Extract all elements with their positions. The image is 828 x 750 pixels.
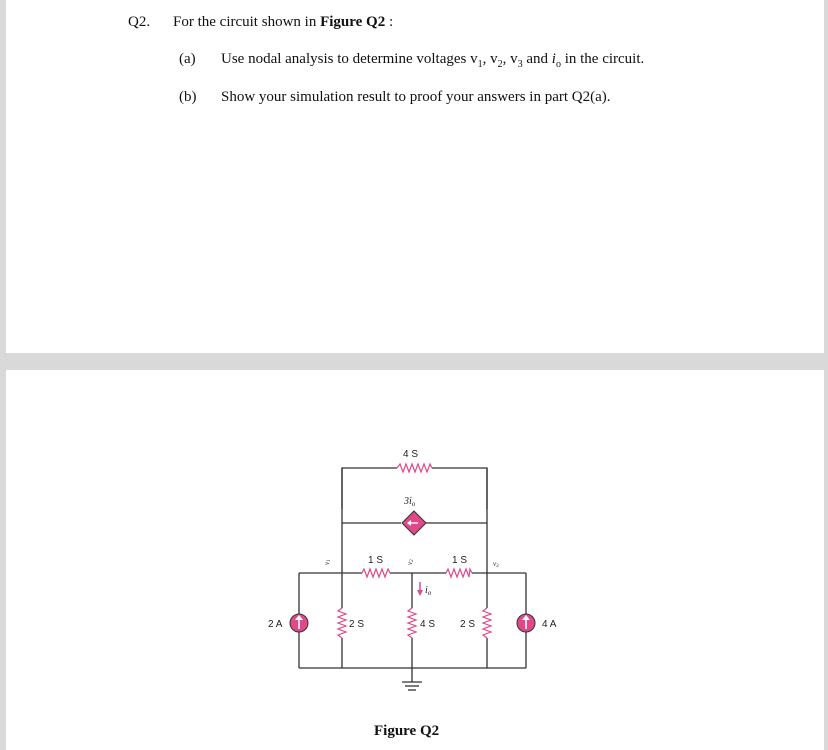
part-b-label: (b) [179, 89, 197, 105]
figure-caption: Figure Q2 [374, 723, 440, 739]
ground-icon [402, 682, 422, 690]
label-g-v2-v3: 1 S [452, 555, 468, 566]
document-page-2 [6, 370, 824, 750]
prompt-prefix: For the circuit shown in [173, 14, 321, 30]
label-g-v1-v2: 1 S [368, 555, 384, 566]
part-a-text: Use nodal analysis to determine voltages $v_1$, $v_2$, $v_3$ and $i_o$ in the circuit. [221, 51, 645, 70]
document-page-1 [6, 0, 824, 353]
label-current-io: $i_o$ [425, 585, 432, 597]
label-right-source: 4 A [542, 619, 557, 630]
label-node-v3: v3 [493, 560, 499, 569]
prompt-figure-ref: Figure Q2 [320, 14, 386, 30]
dependent-current-source [402, 511, 426, 535]
label-node-v1: v1 [323, 559, 332, 565]
question-prompt [173, 14, 393, 31]
resistor-top-4s [397, 464, 432, 472]
circuit-diagram [6, 370, 824, 750]
label-g-v3-gnd: 2 S [460, 619, 476, 630]
resistor-v2-gnd-4s [408, 608, 416, 638]
label-left-source: 2 A [268, 619, 283, 630]
resistor-v1-gnd-2s [338, 608, 346, 638]
circuit-resistors [338, 464, 491, 638]
question-number: Q2. [128, 14, 151, 30]
label-top-4s: 4 S [403, 449, 419, 460]
label-node-v2: v2 [406, 559, 415, 565]
current-source-4a [517, 614, 535, 632]
label-g-v2-gnd: 4 S [420, 619, 436, 630]
label-dependent-source: $3i_o$ [404, 496, 416, 508]
part-b-text: Show your simulation result to proof your answers in part Q2(a). [221, 89, 611, 105]
current-source-2a [290, 614, 308, 632]
resistor-v1-v2-1s [362, 569, 390, 577]
resistor-v2-v3-1s [446, 569, 472, 577]
part-a-label: (a) [179, 51, 196, 67]
label-g-v1-gnd: 2 S [349, 619, 365, 630]
prompt-suffix: : [385, 14, 394, 30]
resistor-v3-gnd-2s [483, 608, 491, 638]
current-io-arrow [417, 582, 423, 596]
